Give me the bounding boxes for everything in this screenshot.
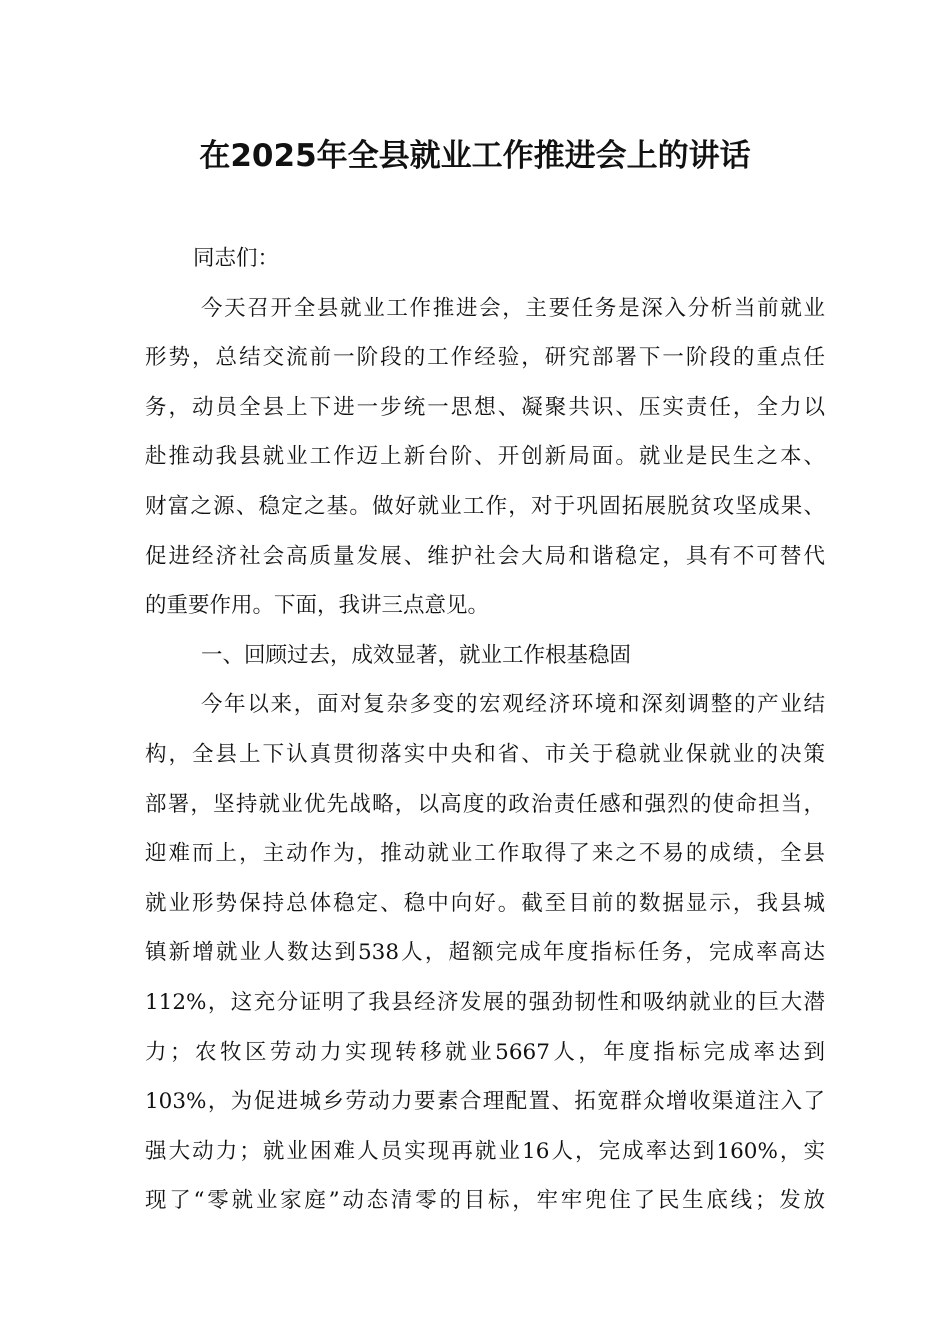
text-line: 今年以来，面对复杂多变的宏观经济环境和深刻调整的产业结: [201, 692, 825, 718]
text-line: 今天召开全县就业工作推进会，主要任务是深入分析当前就业: [201, 295, 825, 321]
text-line: 促进经济社会高质量发展、维护社会大局和谐稳定，具有不可替代: [145, 543, 825, 569]
text-line: 强大动力；就业困难人员实现再就业16人，完成率达到160%，实: [145, 1138, 825, 1164]
text-line: 力；农牧区劳动力实现转移就业5667人，年度指标完成率达到: [145, 1039, 825, 1065]
text-line: 103%，为促进城乡劳动力要素合理配置、拓宽群众增收渠道注入了: [145, 1089, 825, 1115]
text-line: 现了“零就业家庭”动态清零的目标，牢牢兜住了民生底线；发放: [145, 1188, 825, 1214]
text-line: 迎难而上，主动作为，推动就业工作取得了来之不易的成绩，全县: [145, 841, 825, 867]
paragraph-intro: [145, 284, 825, 631]
text-line: 的重要作用。下面，我讲三点意见。: [145, 593, 490, 619]
text-line: 部署，坚持就业优先战略，以高度的政治责任感和强烈的使命担当，: [145, 791, 825, 817]
text-line: 就业形势保持总体稳定、稳中向好。截至目前的数据显示，我县城: [145, 890, 825, 916]
text-line: 财富之源、稳定之基。做好就业工作，对于巩固拓展脱贫攻坚成果、: [145, 493, 825, 519]
document-title: 在2025年全县就业工作推进会上的讲话: [199, 138, 751, 174]
paragraph-achievements: [145, 680, 825, 1226]
text-line: 镇新增就业人数达到538人，超额完成年度指标任务，完成率高达: [145, 940, 825, 966]
salutation: 同志们：: [193, 246, 280, 271]
text-line: 赴推动我县就业工作迈上新台阶、开创新局面。就业是民生之本、: [145, 444, 825, 470]
document-body: [145, 234, 825, 1226]
text-line: 构，全县上下认真贯彻落实中央和省、市关于稳就业保就业的决策: [145, 741, 825, 767]
section-heading: 一、回顾过去，成效显著，就业工作根基稳固: [201, 642, 632, 668]
text-line: 形势，总结交流前一阶段的工作经验，研究部署下一阶段的重点任: [145, 345, 825, 371]
text-line: 务，动员全县上下进一步统一思想、凝聚共识、压实责任，全力以: [145, 394, 825, 420]
text-line: 112%，这充分证明了我县经济发展的强劲韧性和吸纳就业的巨大潜: [145, 989, 825, 1015]
